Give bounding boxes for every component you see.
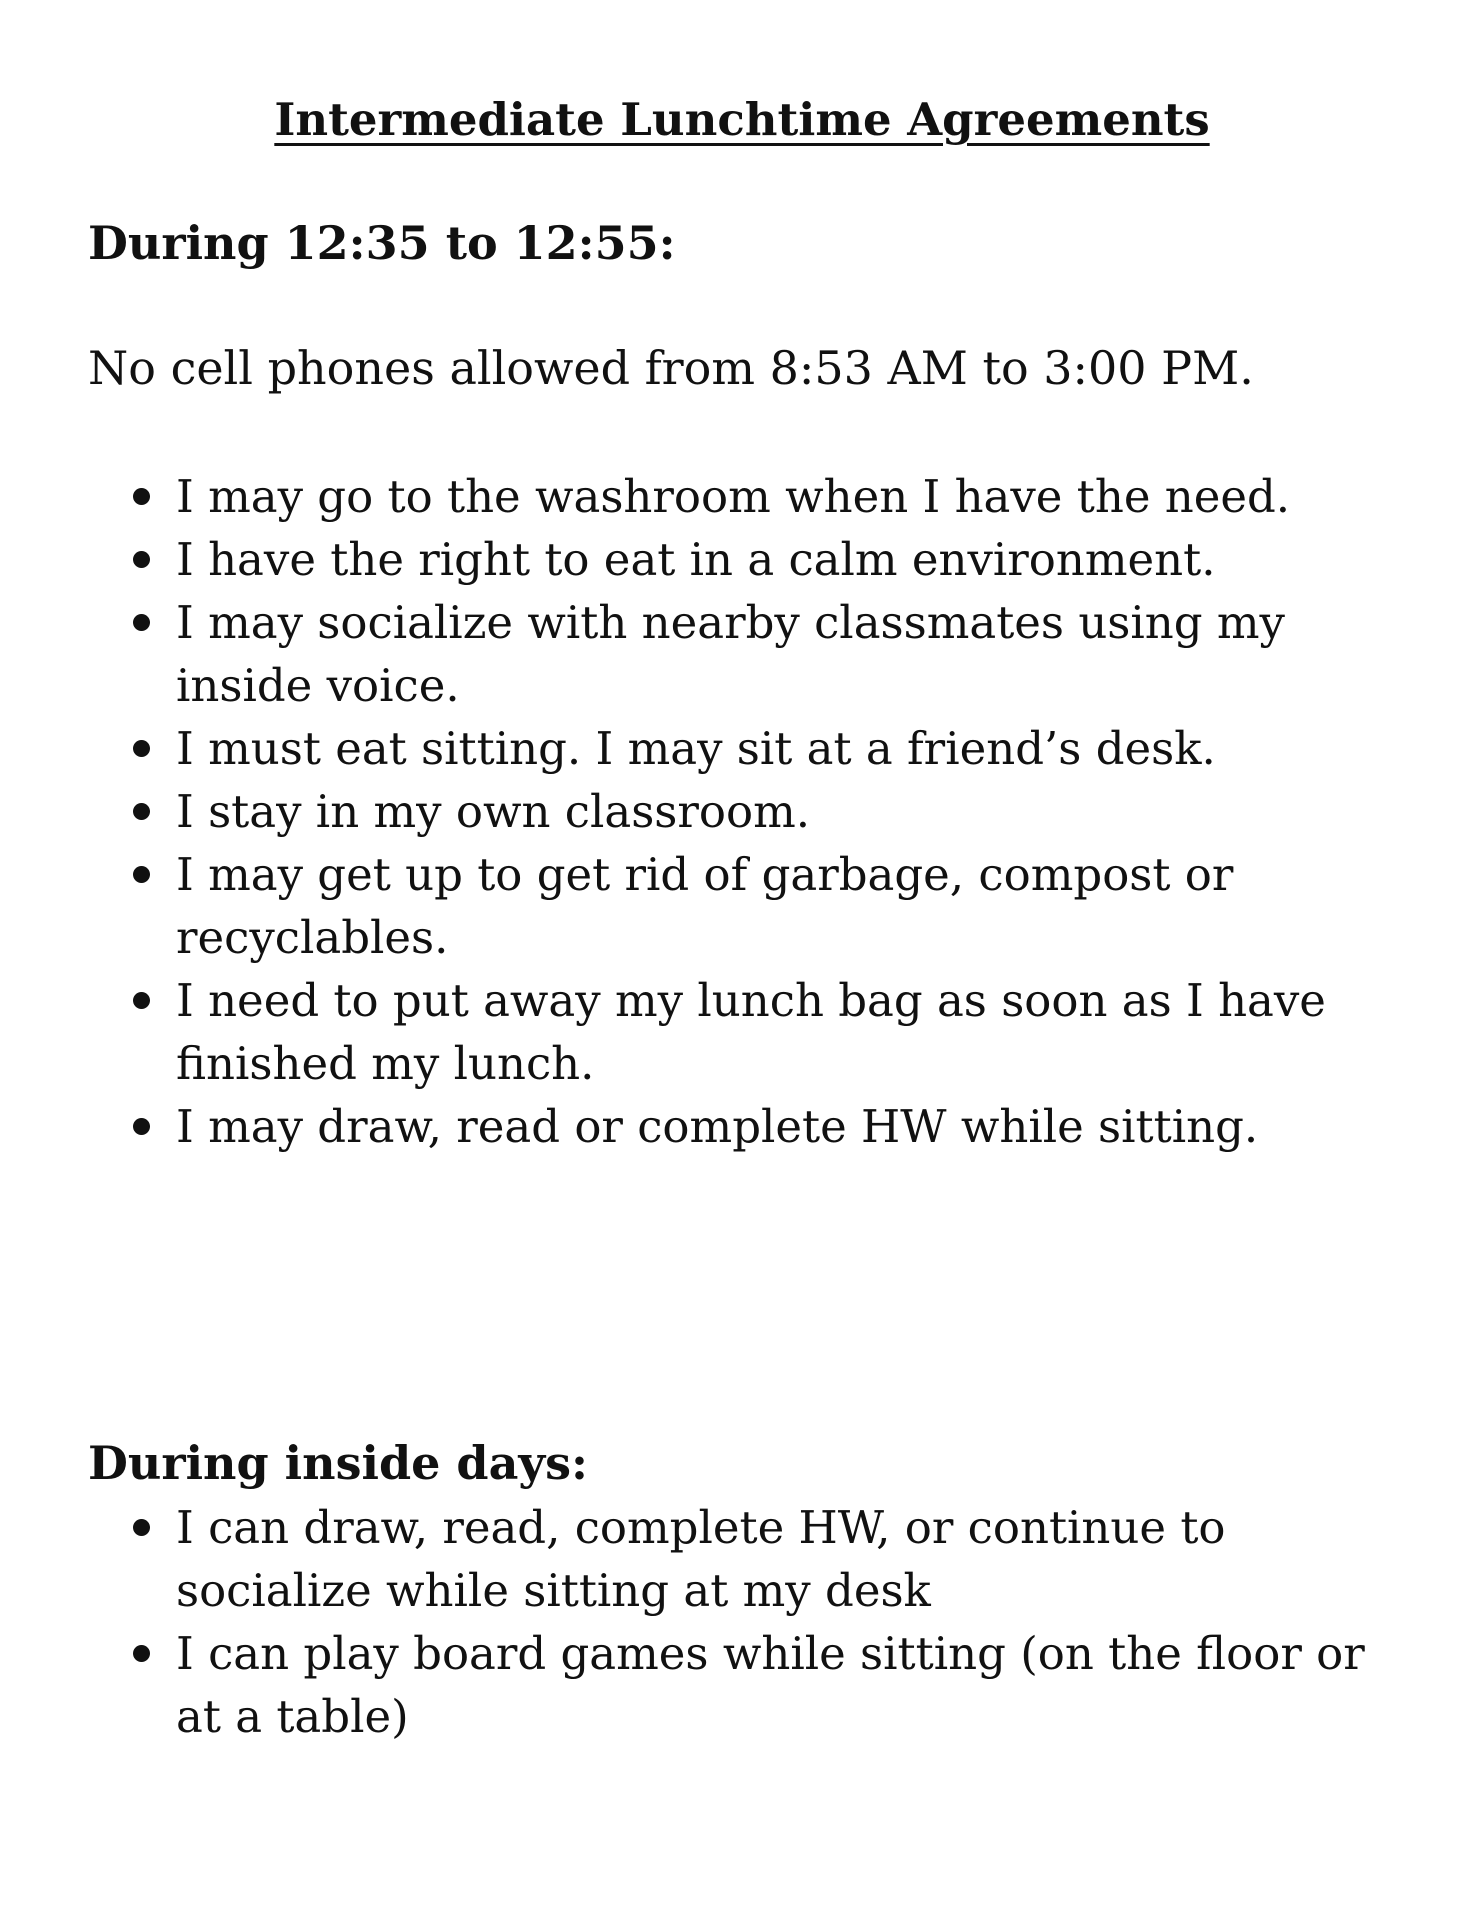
list-item (0, 1496, 1366, 1622)
bullet-icon (133, 992, 150, 1009)
list-item (0, 717, 1366, 780)
list-item-text: I need to put away my lunch bag as soon as I have finished my lunch. (176, 974, 1326, 1090)
list-item (0, 591, 1366, 717)
list-item-text: I stay in my own classroom. (176, 785, 811, 838)
bullet-icon (133, 551, 150, 568)
list-item (0, 843, 1366, 969)
bullet-icon (133, 614, 150, 631)
bullet-icon (133, 1645, 150, 1662)
list-item (0, 780, 1366, 843)
bullet-icon (133, 488, 150, 505)
list-item-text: I may get up to get rid of garbage, compost or recyclables. (176, 848, 1234, 964)
list-item (0, 969, 1366, 1095)
list-item-text: I can play board games while sitting (on the floor or at a table) (176, 1627, 1365, 1743)
bullet-icon (133, 1118, 150, 1135)
bullet-icon (133, 740, 150, 757)
inside-days-rules-list (0, 1496, 1366, 1748)
list-item (0, 1095, 1366, 1158)
list-item-text: I may draw, read or complete HW while sitting. (176, 1100, 1259, 1153)
list-item-text: I can draw, read, complete HW, or continue to socialize while sitting at my desk (176, 1501, 1226, 1617)
lunchtime-rules-list (0, 465, 1366, 1158)
list-item-text: I have the right to eat in a calm environment. (176, 533, 1216, 586)
list-item-text: I may socialize with nearby classmates using my inside voice. (176, 596, 1285, 712)
section-heading-lunchtime: During 12:35 to 12:55: (88, 216, 676, 270)
list-item-text: I may go to the washroom when I have the need. (176, 470, 1291, 523)
bullet-icon (133, 866, 150, 883)
list-item (0, 1622, 1366, 1748)
bullet-icon (133, 1519, 150, 1536)
page-title (0, 90, 1484, 150)
section-heading-inside-days: During inside days: (88, 1436, 588, 1490)
list-item (0, 465, 1366, 528)
bullet-icon (133, 803, 150, 820)
cell-phone-note: No cell phones allowed from 8:53 AM to 3:00 PM. (88, 341, 1254, 395)
list-item-text: I must eat sitting. I may sit at a friend’s desk. (176, 722, 1216, 775)
page-title-text: Intermediate Lunchtime Agreements (274, 93, 1210, 146)
list-item (0, 528, 1366, 591)
